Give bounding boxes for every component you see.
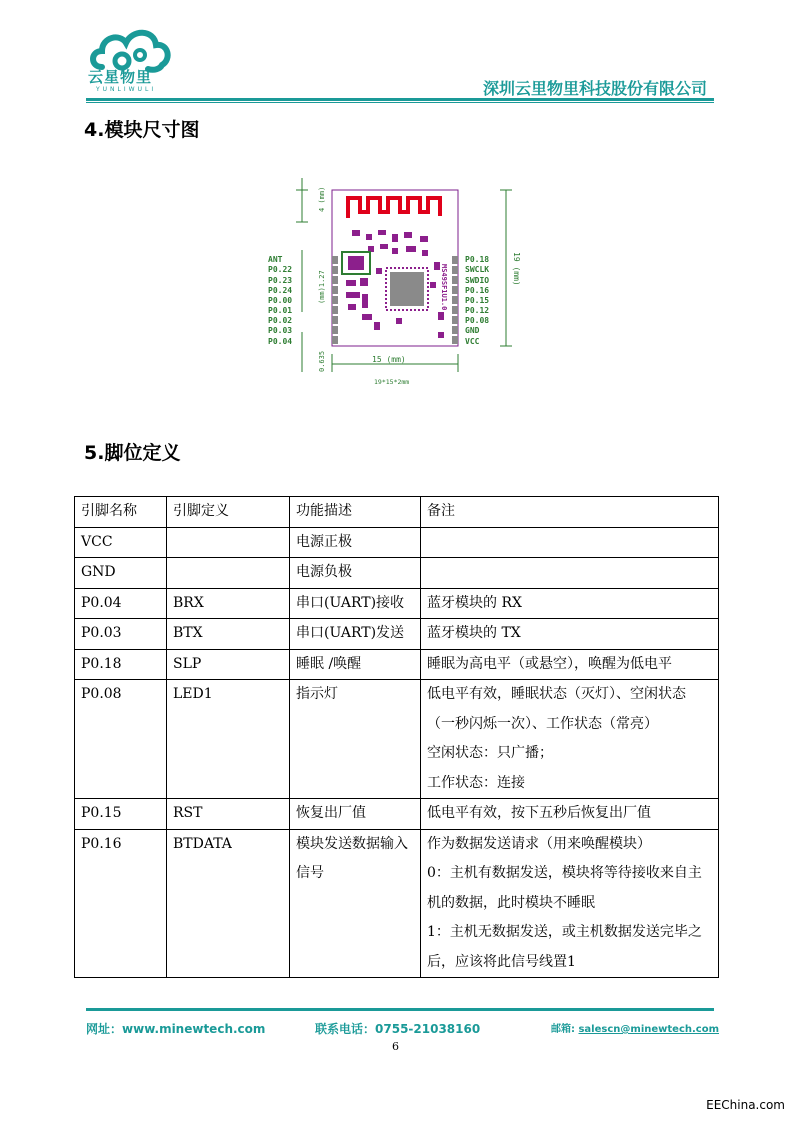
header-cell: 功能描述 [290, 497, 421, 528]
section-title-module-dimensions: 4.模块尺寸图 [84, 119, 200, 141]
header-divider [86, 98, 714, 101]
note-cell: 作为数据发送请求（用来唤醒模块） 0：主机有数据发送，模块将等待接收来自主机的数据，此时模块不睡眠 1：主机无数据发送，或主机数据发送完毕之后，应该将此信号线置1 [421, 829, 719, 978]
pin-cell: P0.03 [75, 619, 167, 650]
dim-height-label: 19 (mm) [512, 252, 521, 286]
func-cell: 睡眠 /唤醒 [290, 649, 421, 680]
pin-label-left: P0.03 [268, 326, 293, 335]
pin-label-left: P0.22 [268, 265, 293, 274]
footer-email [551, 1020, 719, 1035]
pin-definition-table [74, 496, 719, 978]
phone-number: 0755-21038160 [375, 1022, 481, 1036]
pin-cell: P0.08 [75, 680, 167, 799]
func-cell: 模块发送数据输入信号 [290, 829, 421, 978]
website-link[interactable]: www.minewtech.com [122, 1022, 266, 1036]
pin-label-right: VCC [465, 337, 480, 346]
pin-cell: P0.04 [75, 588, 167, 619]
pin-label-right: SWCLK [465, 265, 490, 274]
table-row [75, 619, 719, 650]
pin-label-right: P0.12 [465, 306, 490, 315]
footer-website [86, 1020, 265, 1037]
header-cell: 引脚定义 [167, 497, 290, 528]
def-cell: SLP [167, 649, 290, 680]
table-row [75, 527, 719, 558]
pin-label-right: GND [465, 326, 480, 335]
pin-label-left: P0.24 [268, 286, 293, 295]
dim-width-label: 15 (mm) [372, 355, 406, 364]
table-row [75, 649, 719, 680]
pin-label-left: ANT [268, 255, 283, 264]
size-note: 19*15*2mm [374, 378, 410, 386]
pin-label-right: P0.18 [465, 255, 490, 264]
phone-label: 联系电话： [315, 1022, 376, 1036]
note-cell [421, 527, 719, 558]
func-cell: 串口(UART)接收 [290, 588, 421, 619]
table-row [75, 829, 719, 978]
module-dimension-diagram [262, 172, 532, 394]
def-cell [167, 558, 290, 589]
func-cell: 指示灯 [290, 680, 421, 799]
pin-label-right: P0.16 [465, 286, 490, 295]
logo-subtitle: YUNLIWULI [96, 86, 157, 93]
pin-cell: P0.16 [75, 829, 167, 978]
note-cell: 蓝牙模块的 RX [421, 588, 719, 619]
note-cell: 蓝牙模块的 TX [421, 619, 719, 650]
pin-label-left: P0.02 [268, 316, 293, 325]
footer-phone [315, 1020, 480, 1037]
pin-cell: P0.18 [75, 649, 167, 680]
module-model-label: MS49SF1U1.0 [440, 264, 448, 311]
func-cell: 串口(UART)发送 [290, 619, 421, 650]
table-header-row [75, 497, 719, 528]
note-cell: 低电平有效，睡眠状态（灭灯）、空闲状态（一秒闪烁一次）、工作状态（常亮） 空闲状态：只广播； 工作状态：连接 [421, 680, 719, 799]
pin-label-right: SWDIO [465, 276, 490, 285]
pin-label-right: P0.15 [465, 296, 490, 305]
note-cell [421, 558, 719, 589]
func-cell: 电源负极 [290, 558, 421, 589]
def-cell: RST [167, 799, 290, 830]
email-link[interactable]: salescn@minewtech.com [578, 1024, 720, 1035]
table-row [75, 588, 719, 619]
email-label: 邮箱: [551, 1024, 575, 1035]
dim-pitch-label: (mm)1.27 [318, 270, 326, 304]
pin-cell: VCC [75, 527, 167, 558]
website-label: 网址： [86, 1022, 123, 1036]
def-cell: BTX [167, 619, 290, 650]
def-cell: LED1 [167, 680, 290, 799]
header-divider-thin [86, 102, 714, 103]
func-cell: 电源正极 [290, 527, 421, 558]
section-title-pin-definition: 5.脚位定义 [84, 442, 181, 464]
table-row [75, 799, 719, 830]
pin-label-left: P0.00 [268, 296, 293, 305]
page-number: 6 [392, 1040, 399, 1053]
func-cell: 恢复出厂值 [290, 799, 421, 830]
dim-edge-label: 0.635 [318, 350, 326, 372]
watermark: EEChina.com [706, 1098, 785, 1112]
note-cell: 睡眠为高电平（或悬空），唤醒为低电平 [421, 649, 719, 680]
def-cell [167, 527, 290, 558]
note-cell: 低电平有效，按下五秒后恢复出厂值 [421, 799, 719, 830]
pin-label-left: P0.01 [268, 306, 293, 315]
logo-text: 云星物里 [88, 68, 153, 86]
pin-label-left: P0.23 [268, 276, 293, 285]
company-name: 深圳云里物里科技股份有限公司 [482, 79, 707, 98]
header-cell: 引脚名称 [75, 497, 167, 528]
pin-cell: P0.15 [75, 799, 167, 830]
footer-divider [86, 1008, 714, 1011]
pin-label-right: P0.08 [465, 316, 490, 325]
def-cell: BTDATA [167, 829, 290, 978]
table-row [75, 680, 719, 799]
dim-top-label: 4 (mm) [318, 186, 326, 212]
table-row [75, 558, 719, 589]
pin-label-left: P0.04 [268, 337, 293, 346]
def-cell: BRX [167, 588, 290, 619]
pin-cell: GND [75, 558, 167, 589]
header-cell: 备注 [421, 497, 719, 528]
